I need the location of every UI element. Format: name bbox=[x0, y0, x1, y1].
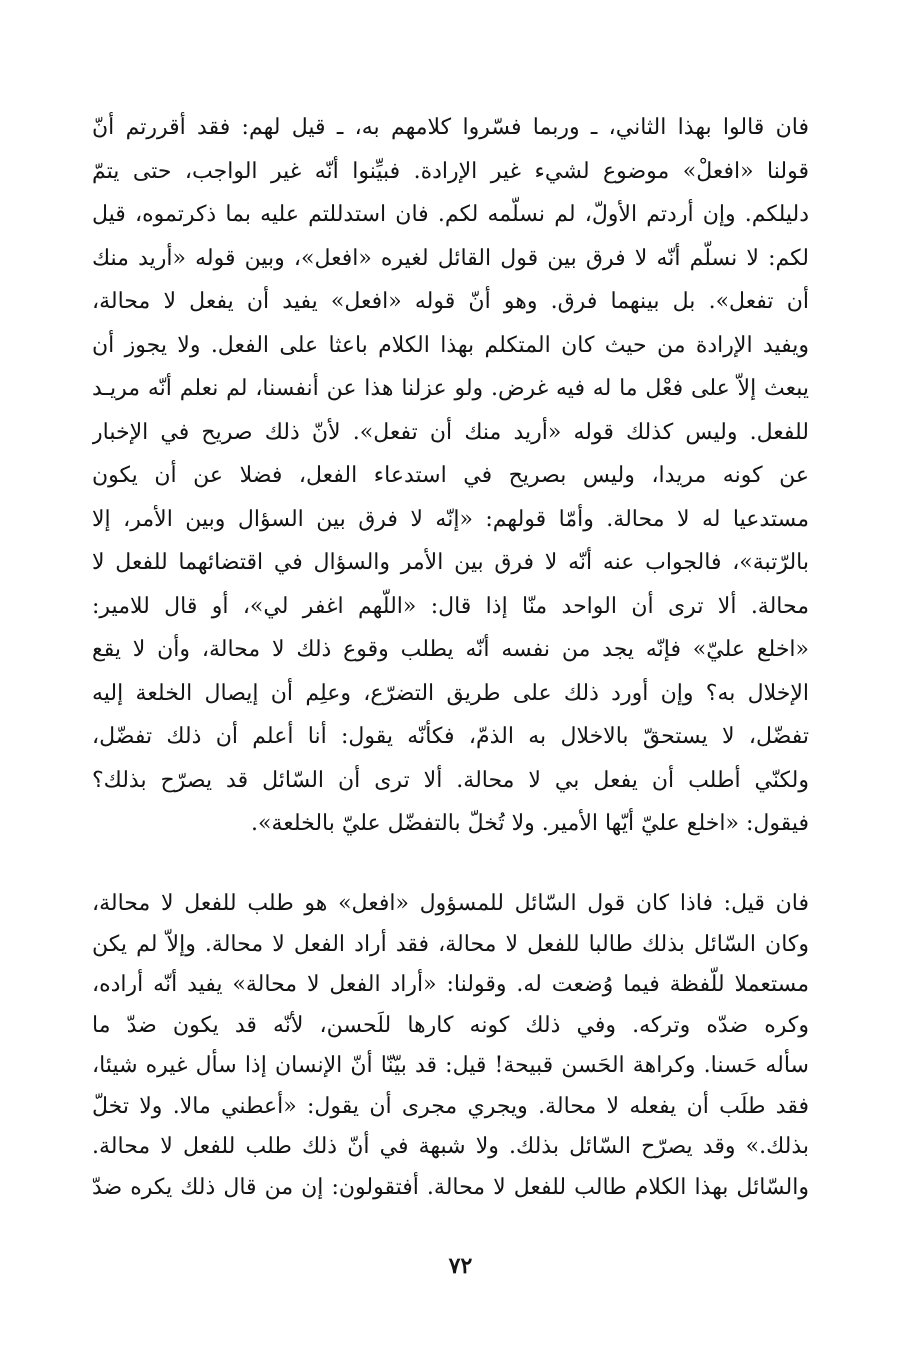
text-line: بذلك.» وقد يصرّح السّائل بذلك. ولا شبهة في أنّ ذلك طلب للفعل لا محالة. bbox=[92, 1134, 809, 1159]
text-line: بالرّتبة»، فالجواب عنه أنّه لا فرق بين الأمر والسؤال في اقتضائهما للفعل لا bbox=[92, 550, 809, 575]
text-line: «اخلع عليّ» فإنّه يجد من نفسه أنّه يطلب وقوع ذلك لا محالة، وأن لا يقع bbox=[92, 637, 809, 662]
paragraph-1 bbox=[92, 106, 809, 846]
text-line: وكان السّائل بذلك طالبا للفعل لا محالة، فقد أراد الفعل لا محالة. وإلاّ لم يكن bbox=[92, 931, 809, 957]
text-line: فان قالوا بهذا الثاني، ـ وربما فسّروا كلامهم به، ـ قيل لهم: فقد أقررتم أنّ bbox=[92, 115, 809, 140]
text-line: فيقول: «اخلع عليّ أيّها الأمير. ولا تُخلّ بالتفضّل عليّ بالخلعة». bbox=[250, 811, 809, 836]
text-line: للفعل. وليس كذلك قوله «أريد منك أن تفعل». لأنّ ذلك صريح في الإخبار bbox=[92, 419, 809, 445]
text-line: مستعملا للّفظة فيما وُضعت له. وقولنا: «أراد الفعل لا محالة» يفيد أنّه أراده، bbox=[92, 972, 809, 997]
paragraph-2 bbox=[92, 884, 809, 1208]
text-line: فقد طلَب أن يفعله لا محالة. ويجري مجرى أن يقول: «أعطني مالا. ولا تخلّ bbox=[92, 1093, 809, 1119]
text-line: قولنا «افعلْ» موضوع لشيء غير الإرادة. فبيِّنوا أنّه غير الواجب، حتى يتمّ bbox=[92, 158, 809, 184]
text-line: محالة. ألا ترى أن الواحد منّا إذا قال: «اللّهم اغفر لي»، أو قال للامير: bbox=[92, 593, 809, 619]
text-line: سأله حَسنا. وكراهة الحَسن قبيحة! قيل: قد بيّنّا أنّ الإنسان إذا سأل غيره شيئا، bbox=[92, 1053, 809, 1078]
page-number: ٧٢ bbox=[448, 1253, 473, 1279]
text-line: تفضّل، لا يستحقّ بالاخلال به الذمّ، فكأنّه يقول: أنا أعلم أن ذلك تفضّل، bbox=[92, 724, 809, 749]
text-line: والسّائل بهذا الكلام طالب للفعل لا محالة. أفتقولون: إن من قال ذلك يكره ضدّ bbox=[92, 1174, 809, 1200]
text-line: يبعث إلاّ على فعْل ما له فيه غرض. ولو عزلنا هذا عن أنفسنا، لم نعلم أنّه مريـد bbox=[92, 376, 809, 401]
text-line: وكره ضدّه وتركه. وفي ذلك كونه كارها للَحسن، لأنّه قد يكون ضدّ ما bbox=[92, 1012, 809, 1038]
text-line: فان قيل: فاذا كان قول السّائل للمسؤول «افعل» هو طلب للفعل لا محالة، bbox=[92, 891, 809, 916]
text-line: ولكنّي أطلب أن يفعل بي لا محالة. ألا ترى أن السّائل قد يصرّح بذلك؟ bbox=[92, 767, 809, 793]
text-line: لكم: لا نسلّم أنّه لا فرق بين قول القائل لغيره «افعل»، وبين قوله «أريد منك bbox=[92, 245, 809, 271]
text-line: عن كونه مريدا، وليس بصريح في استدعاء الفعل، فضلا عن أن يكون bbox=[92, 463, 809, 488]
text-line: الإخلال به؟ وإن أورد ذلك على طريق التضرّع، وعلِم أن إيصال الخلعة إليه bbox=[92, 680, 809, 706]
text-line: ويفيد الإرادة من حيث كان المتكلم بهذا الكلام باعثا على الفعل. ولا يجوز أن bbox=[92, 332, 809, 358]
text-line: أن تفعل». بل بينهما فرق. وهو أنّ قوله «افعل» يفيد أن يفعل لا محالة، bbox=[92, 289, 809, 314]
text-line: دليلكم. وإن أردتم الأولّ، لم نسلّمه لكم. فان استدللتم عليه بما ذكرتموه، قيل bbox=[92, 202, 809, 227]
text-line: مستدعيا له لا محالة. وأمّا قولهم: «إنّه لا فرق بين السؤال وبين الأمر، إلا bbox=[92, 506, 809, 532]
